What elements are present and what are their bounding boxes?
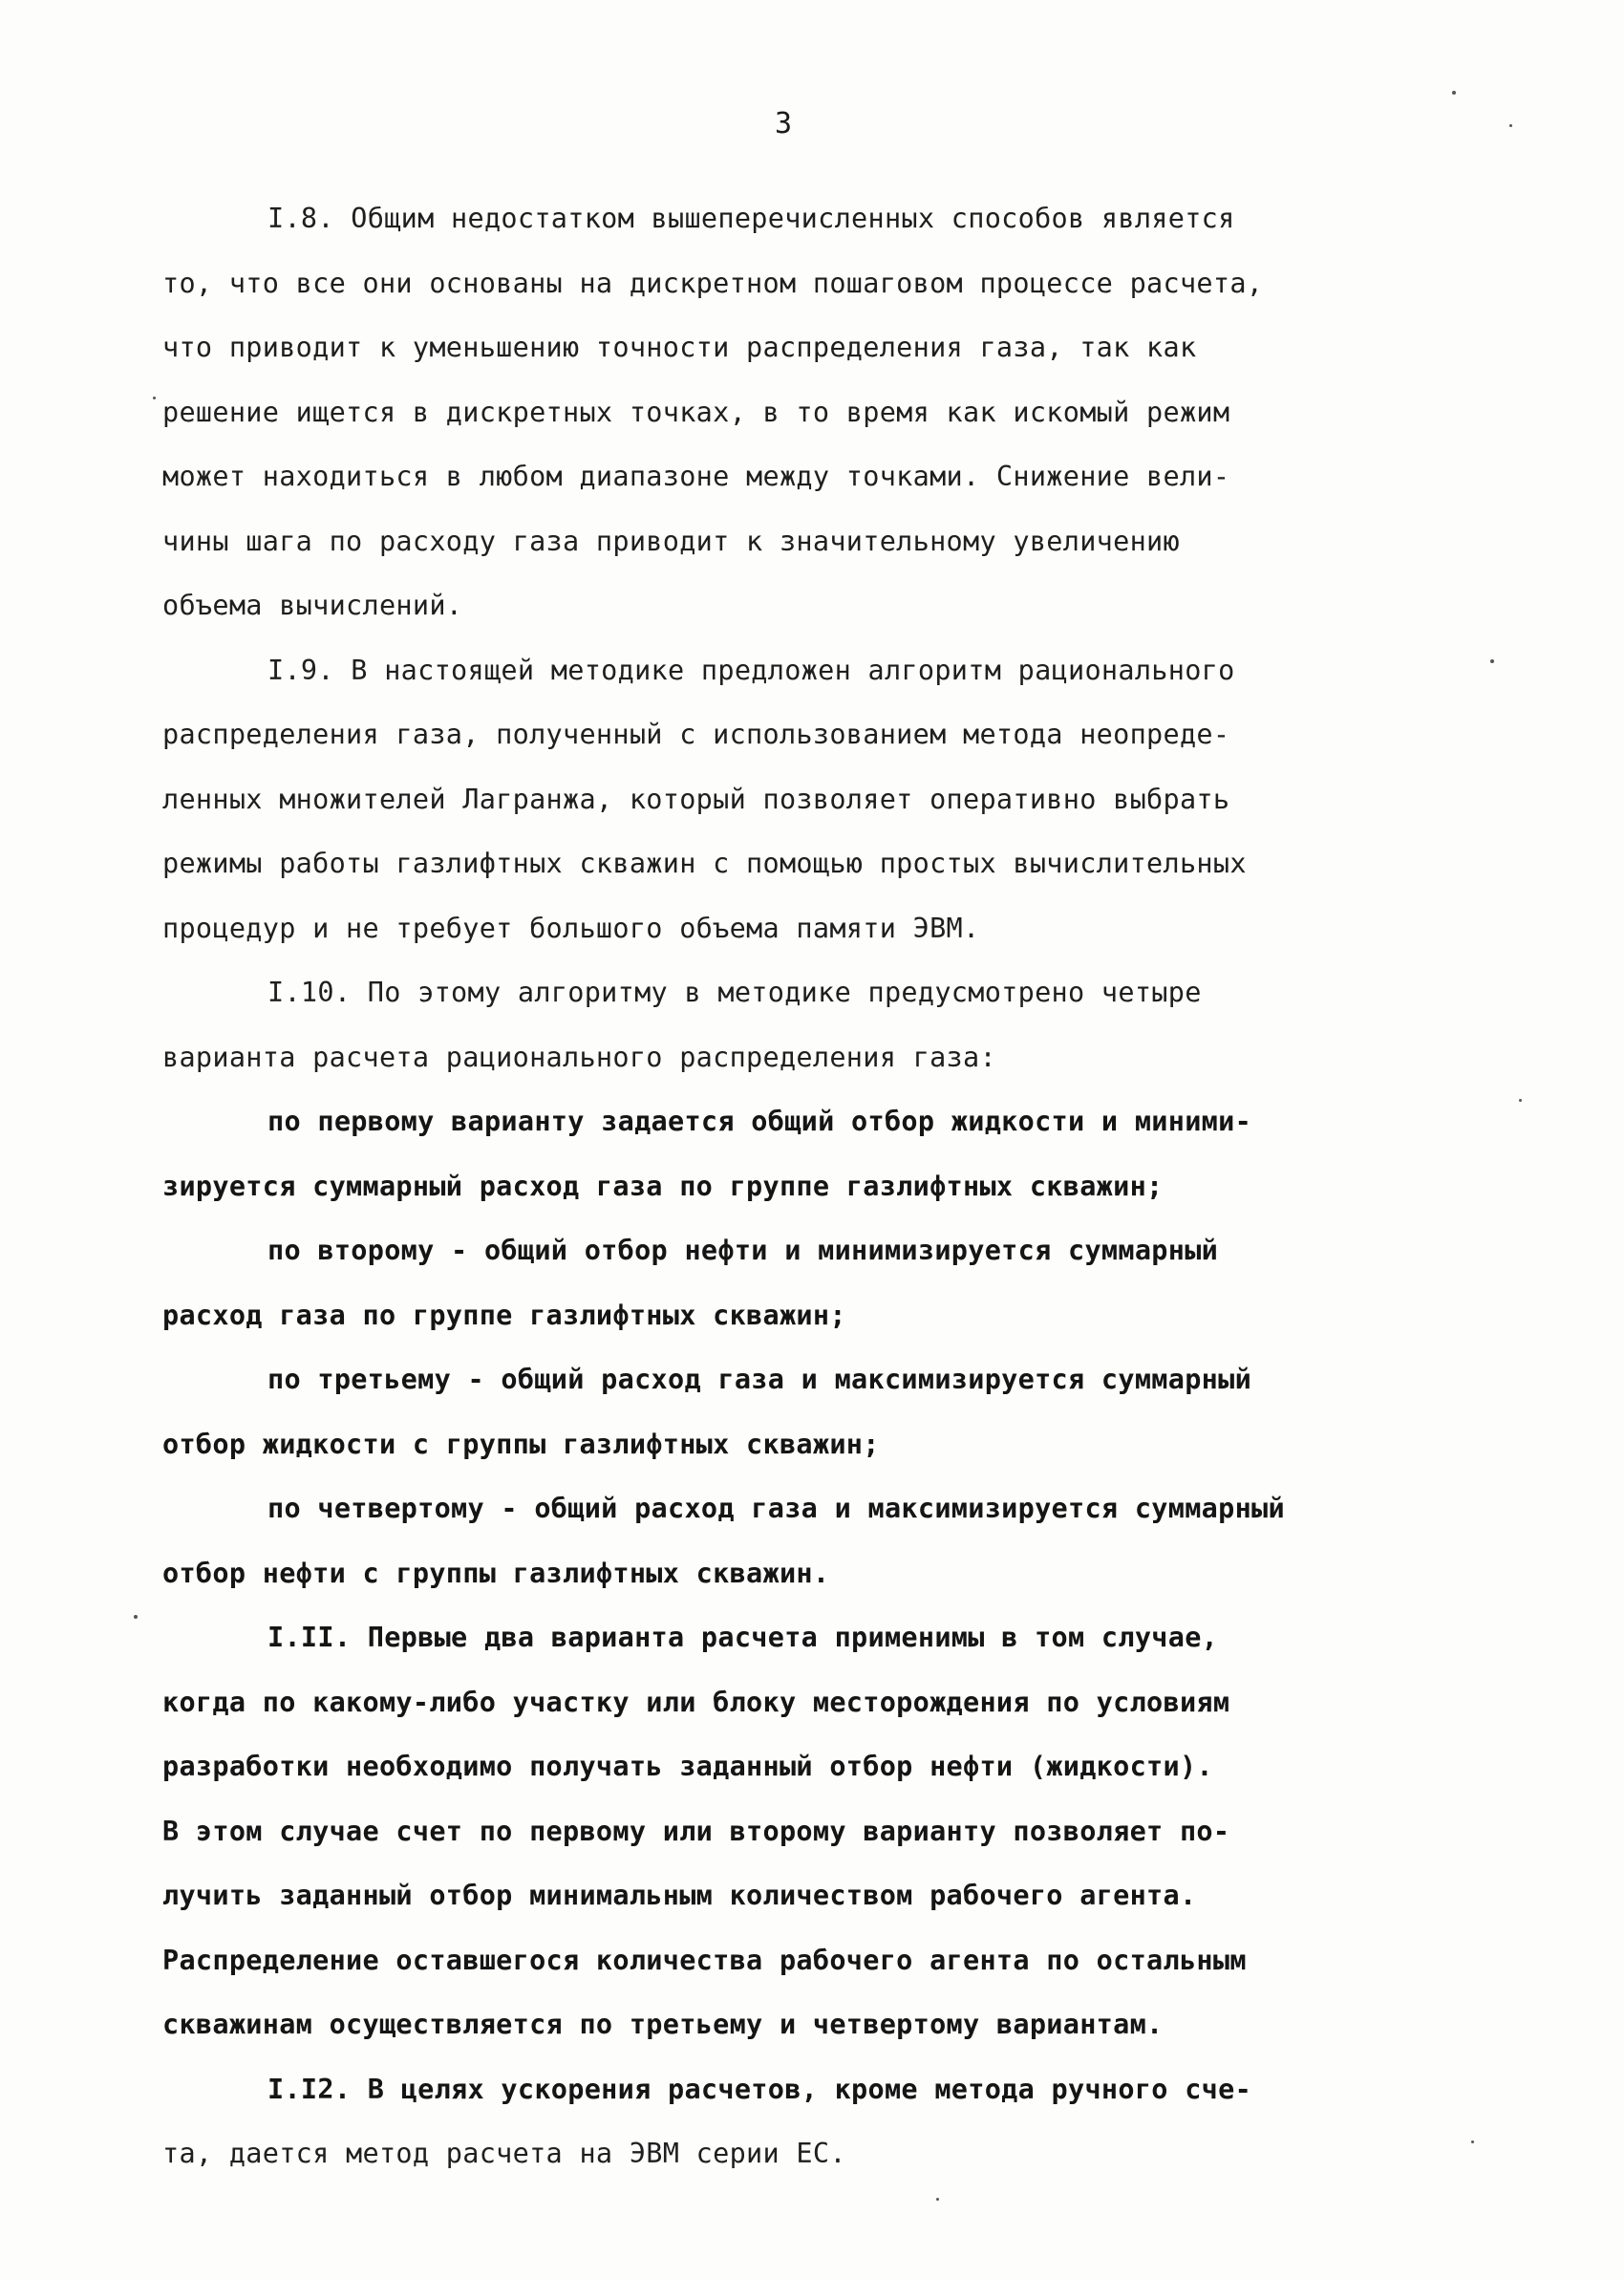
- text-line: процедур и не требует большого объема памяти ЭВМ.: [162, 912, 980, 944]
- scan-speck: [1490, 659, 1494, 663]
- text-line: отбор нефти с группы газлифтных скважин.: [162, 1557, 830, 1589]
- text-line: В этом случае счет по первому или второму варианту позволяет по-: [162, 1815, 1230, 1847]
- text-line: то, что все они основаны на дискретном пошаговом процессе расчета,: [162, 267, 1264, 299]
- scan-speck: [153, 397, 156, 399]
- text-line: ленных множителей Лагранжа, который позволяет оперативно выбрать: [162, 783, 1230, 815]
- scan-speck: [936, 2198, 939, 2201]
- text-line: I.I2. В целях ускорения расчетов, кроме метода ручного сче-: [267, 2073, 1252, 2105]
- text-line: I.9. В настоящей методике предложен алгоритм рационального: [267, 654, 1235, 686]
- text-line: лучить заданный отбор минимальным количеством рабочего агента.: [162, 1880, 1197, 1911]
- scan-speck: [134, 1615, 138, 1619]
- document-body: [162, 186, 1481, 2186]
- scan-speck: [1509, 124, 1512, 127]
- text-line: решение ищется в дискретных точках, в то время как искомый режим: [162, 396, 1230, 428]
- text-line: по второму - общий отбор нефти и минимизируется суммарный: [267, 1235, 1219, 1266]
- text-line: расход газа по группе газлифтных скважин;: [162, 1299, 846, 1331]
- scan-speck: [1452, 91, 1456, 95]
- text-line: варианта расчета рационального распределения газа:: [162, 1041, 996, 1073]
- text-line: режимы работы газлифтных скважин с помощью простых вычислительных: [162, 848, 1247, 879]
- text-line: объема вычислений.: [162, 590, 463, 621]
- page-number: 3: [774, 107, 793, 140]
- text-line: распределения газа, полученный с использованием метода неопреде-: [162, 719, 1230, 750]
- text-line: что приводит к уменьшению точности распределения газа, так как: [162, 332, 1197, 363]
- text-line: отбор жидкости с группы газлифтных скважин;: [162, 1428, 880, 1460]
- text-line: I.10. По этому алгоритму в методике предусмотрено четыре: [267, 977, 1202, 1008]
- text-line: разработки необходимо получать заданный отбор нефти (жидкости).: [162, 1751, 1213, 1782]
- text-line: может находиться в любом диапазоне между точками. Снижение вели-: [162, 461, 1230, 492]
- text-line: чины шага по расходу газа приводит к значительному увеличению: [162, 525, 1180, 557]
- text-line: I.8. Общим недостатком вышеперечисленных способов является: [267, 203, 1235, 234]
- text-line: по первому варианту задается общий отбор жидкости и миними-: [267, 1106, 1252, 1137]
- text-line: зируется суммарный расход газа по группе газлифтных скважин;: [162, 1170, 1164, 1202]
- text-line: та, дается метод расчета на ЭВМ серии ЕС.: [162, 2138, 846, 2169]
- scan-speck: [1519, 1099, 1522, 1102]
- text-line: по четвертому - общий расход газа и максимизируется суммарный: [267, 1493, 1285, 1524]
- text-line: скважинам осуществляется по третьему и четвертому вариантам.: [162, 2009, 1164, 2040]
- text-line: Распределение оставшегося количества рабочего агента по остальным: [162, 1944, 1247, 1976]
- text-line: I.II. Первые два варианта расчета применимы в том случае,: [267, 1622, 1219, 1653]
- text-line: по третьему - общий расход газа и максимизируется суммарный: [267, 1364, 1252, 1395]
- scan-speck: [1471, 2140, 1474, 2143]
- text-line: когда по какому-либо участку или блоку месторождения по условиям: [162, 1686, 1230, 1718]
